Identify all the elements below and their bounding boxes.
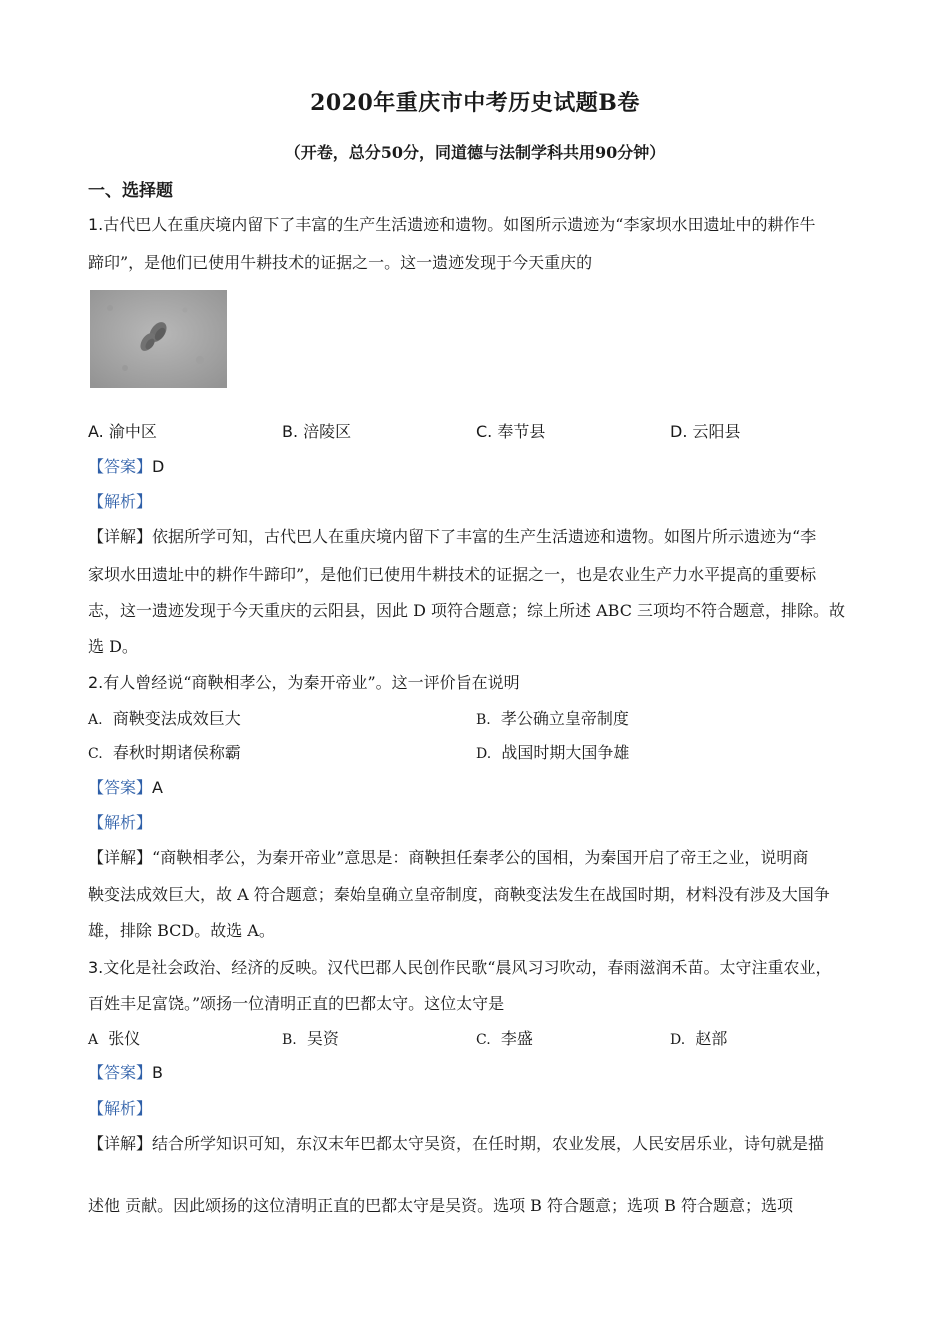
q3-option-b: B. 吴资 [282,1029,339,1048]
question-1-stem [88,212,868,235]
q1-analysis [88,489,868,512]
q2-option-a: A. 商鞅变法成效巨大 [88,709,241,728]
question-number: 1. [88,215,104,234]
hoofprint-photo [90,290,227,388]
answer-label: 【答案】 [88,778,153,797]
question-3-stem [88,955,868,978]
question-text: 蹄印”，是他们已使用牛耕技术的证据之一。这一遗迹发现于今天重庆的 [88,253,593,272]
q2-detail-3: 雄，排除 BCD。故选 A。 [88,921,275,940]
q1-option-a: A. 渝中区 [88,422,157,441]
q2-option-c: C. 春秋时期诸侯称霸 [88,743,241,762]
q3-option-a: A 张仪 [88,1029,141,1048]
q1-option-c: C. 奉节县 [476,422,546,441]
answer-value: B [152,1063,163,1082]
answer-label: 【答案】 [88,457,153,476]
q1-detail-3: 志，这一遗迹发现于今天重庆的云阳县，因此 D 项符合题意；综上所述 ABC 三项均不符合题意，排除。故 [88,601,846,620]
analysis-label: 【解析】 [88,1099,153,1118]
question-3-stem-cont [88,991,868,1014]
page-title: 2020年重庆市中考历史试题B卷 [310,90,640,116]
answer-value: A [152,778,163,797]
q2-detail-1: 【详解】“商鞅相孝公，为秦开帝业”意思是：商鞅担任秦孝公的国相，为秦国开启了帝王之业，说明商 [88,848,809,867]
question-text: 文化是社会政治、经济的反映。汉代巴郡人民创作民歌“晨风习习吹动，春雨滋润禾苗。太守注重农业， [103,958,832,977]
analysis-label: 【解析】 [88,813,153,832]
answer-label: 【答案】 [88,1063,153,1082]
question-1-stem-cont [88,250,868,273]
q2-answer [88,775,868,798]
question-number: 3. [88,958,104,977]
question-text: 百姓丰足富饶。”颂扬一位清明正直的巴都太守。这位太守是 [88,994,505,1013]
detail-label: 【详解】 [88,1134,153,1153]
detail-label: 【详解】 [88,848,153,867]
q3-detail-2: 述他 贡献。因此颂扬的这位清明正直的巴都太守是吴资。选项 B 符合题意；选项 B 符合题意；选项 [88,1196,793,1215]
q2-detail-2: 鞅变法成效巨大，故 A 符合题意；秦始皇确立皇帝制度，商鞅变法发生在战国时期，材料没有涉及大国争 [88,885,830,904]
question-number: 2. [88,673,104,692]
q3-detail-1: 【详解】结合所学知识可知，东汉末年巴都太守吴资，在任时期，农业发展，人民安居乐业，诗句就是描 [88,1134,825,1153]
q3-answer [88,1060,868,1083]
q3-option-d: D. 赵部 [670,1029,728,1048]
q1-option-b: B. 涪陵区 [282,422,352,441]
q3-option-c: C. 李盛 [476,1029,533,1048]
q1-option-d: D. 云阳县 [670,422,741,441]
q1-answer [88,454,868,477]
page-subtitle: （开卷，总分50分，同道德与法制学科共用90分钟） [284,143,666,162]
q1-detail-4: 选 D。 [88,637,138,656]
q2-analysis [88,810,868,833]
answer-value: D [152,457,165,476]
q2-option-d: D. 战国时期大国争雄 [476,743,630,762]
q1-detail-2: 家坝水田遗址中的耕作牛蹄印”，是他们已使用牛耕技术的证据之一，也是农业生产力水平提高的重要标 [88,565,817,584]
q1-detail-1: 【详解】依据所学可知，古代巴人在重庆境内留下了丰富的生产生活遗迹和遗物。如图片所示遗迹为“李 [88,527,817,546]
analysis-label: 【解析】 [88,492,153,511]
detail-label: 【详解】 [88,527,153,546]
question-text: 古代巴人在重庆境内留下了丰富的生产生活遗迹和遗物。如图所示遗迹为“李家坝水田遗址中的耕作牛 [103,215,816,234]
question-text: 有人曾经说“商鞅相孝公，为秦开帝业”。这一评价旨在说明 [103,673,520,692]
question-2-stem [88,670,868,693]
q2-option-b: B. 孝公确立皇帝制度 [476,709,629,728]
hoofprint-image [90,290,227,388]
q3-analysis [88,1096,868,1119]
section-heading: 一、选择题 [88,181,173,201]
